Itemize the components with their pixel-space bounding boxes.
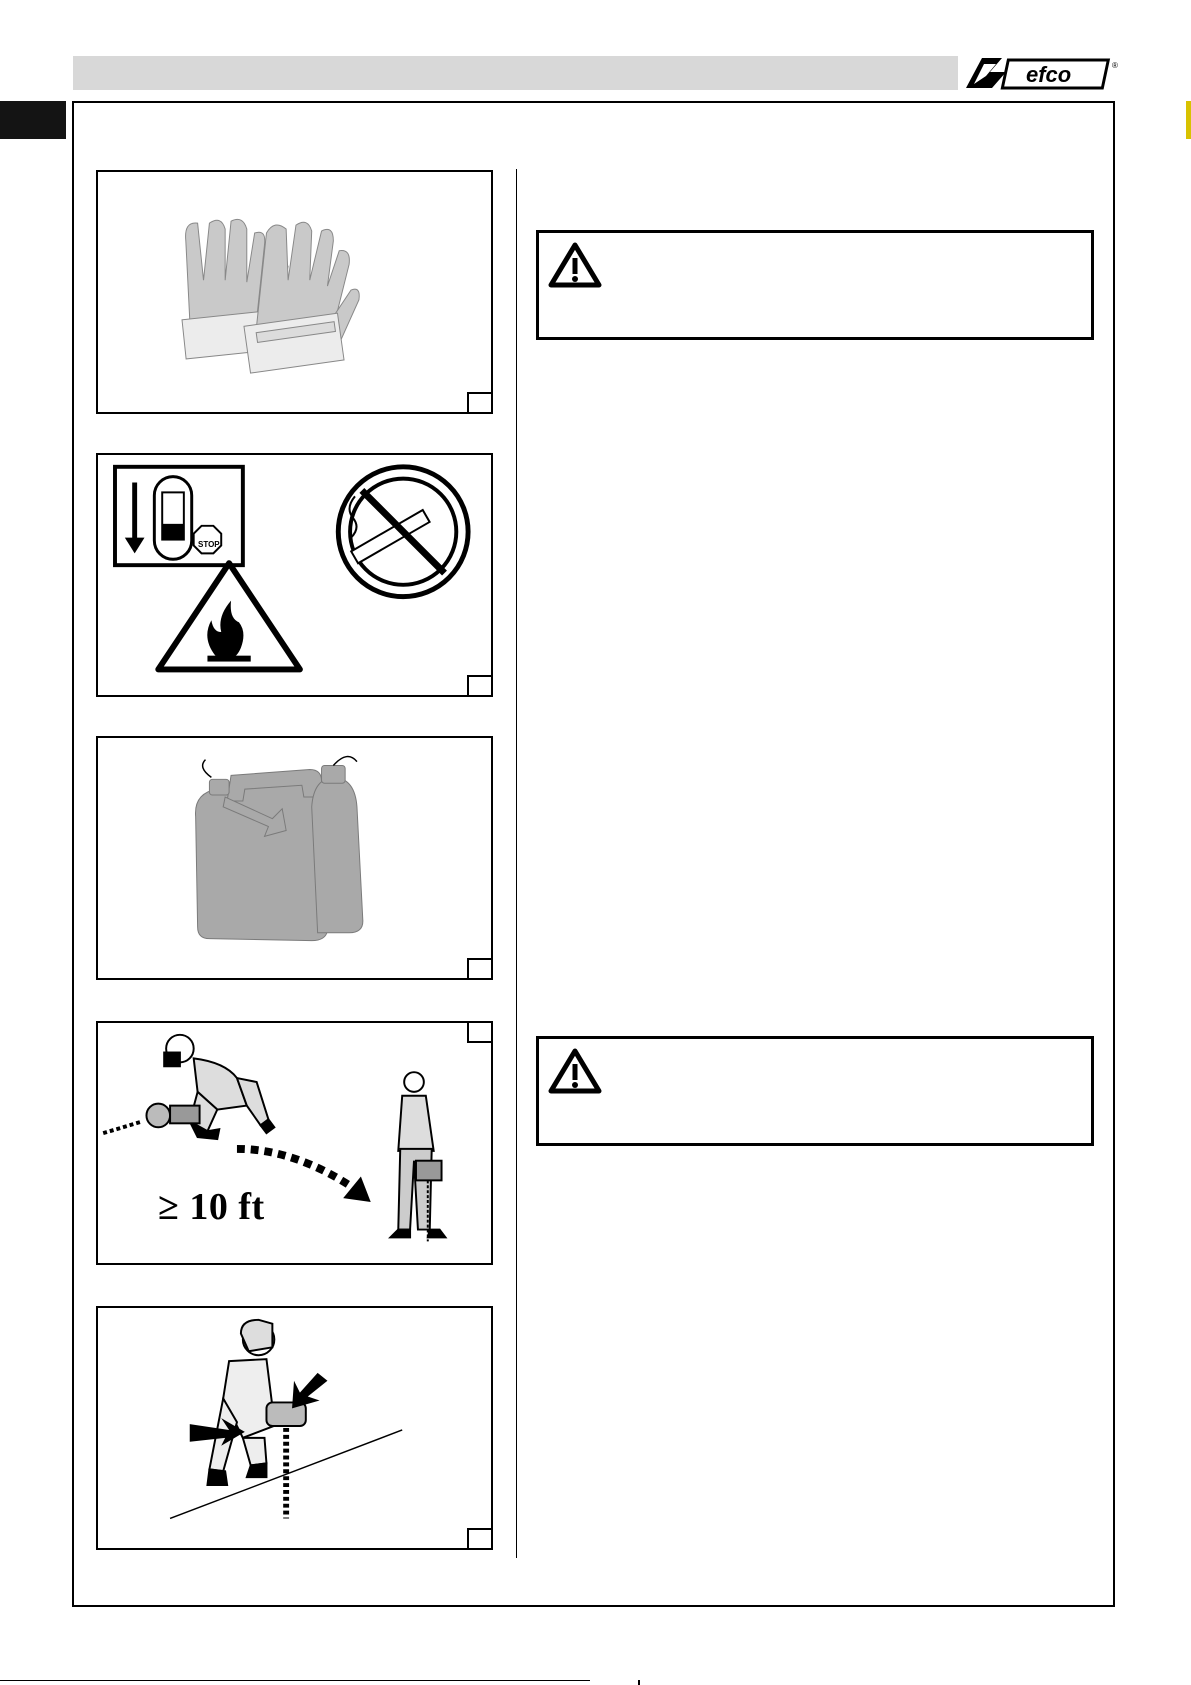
figure-gloves [96,170,493,414]
footer-tick [638,1680,640,1685]
footer-rule [0,1680,590,1681]
column-divider [516,169,517,1558]
efco-logo [962,52,1122,96]
figure-number [467,675,493,697]
protective-gloves-icon [98,172,491,412]
efco-logo-text: efco [1026,62,1072,87]
stop-label: STOP [198,540,220,549]
figure-operating-position [96,1306,493,1550]
distance-label: ≥ 10 ft [158,1186,265,1228]
warning-triangle-icon [547,241,603,291]
section-tab [0,101,66,139]
dual-fuel-can-icon [98,738,491,978]
header-bar [73,56,958,90]
operating-position-icon [98,1308,491,1548]
warning-box-2 [536,1036,1094,1146]
page-edge-marker [1186,101,1191,139]
figure-fuel-can [96,736,493,980]
figure-number [467,1021,493,1043]
warning-triangle-icon [547,1047,603,1097]
figure-number [467,958,493,980]
fuel-safety-signs-icon [98,455,491,695]
warning-box-1 [536,230,1094,340]
figure-start-distance [96,1021,493,1265]
figure-fuel-safety [96,453,493,697]
svg-text:®: ® [1112,61,1118,70]
figure-number [467,1528,493,1550]
figure-number [467,392,493,414]
start-distance-icon [98,1023,491,1263]
